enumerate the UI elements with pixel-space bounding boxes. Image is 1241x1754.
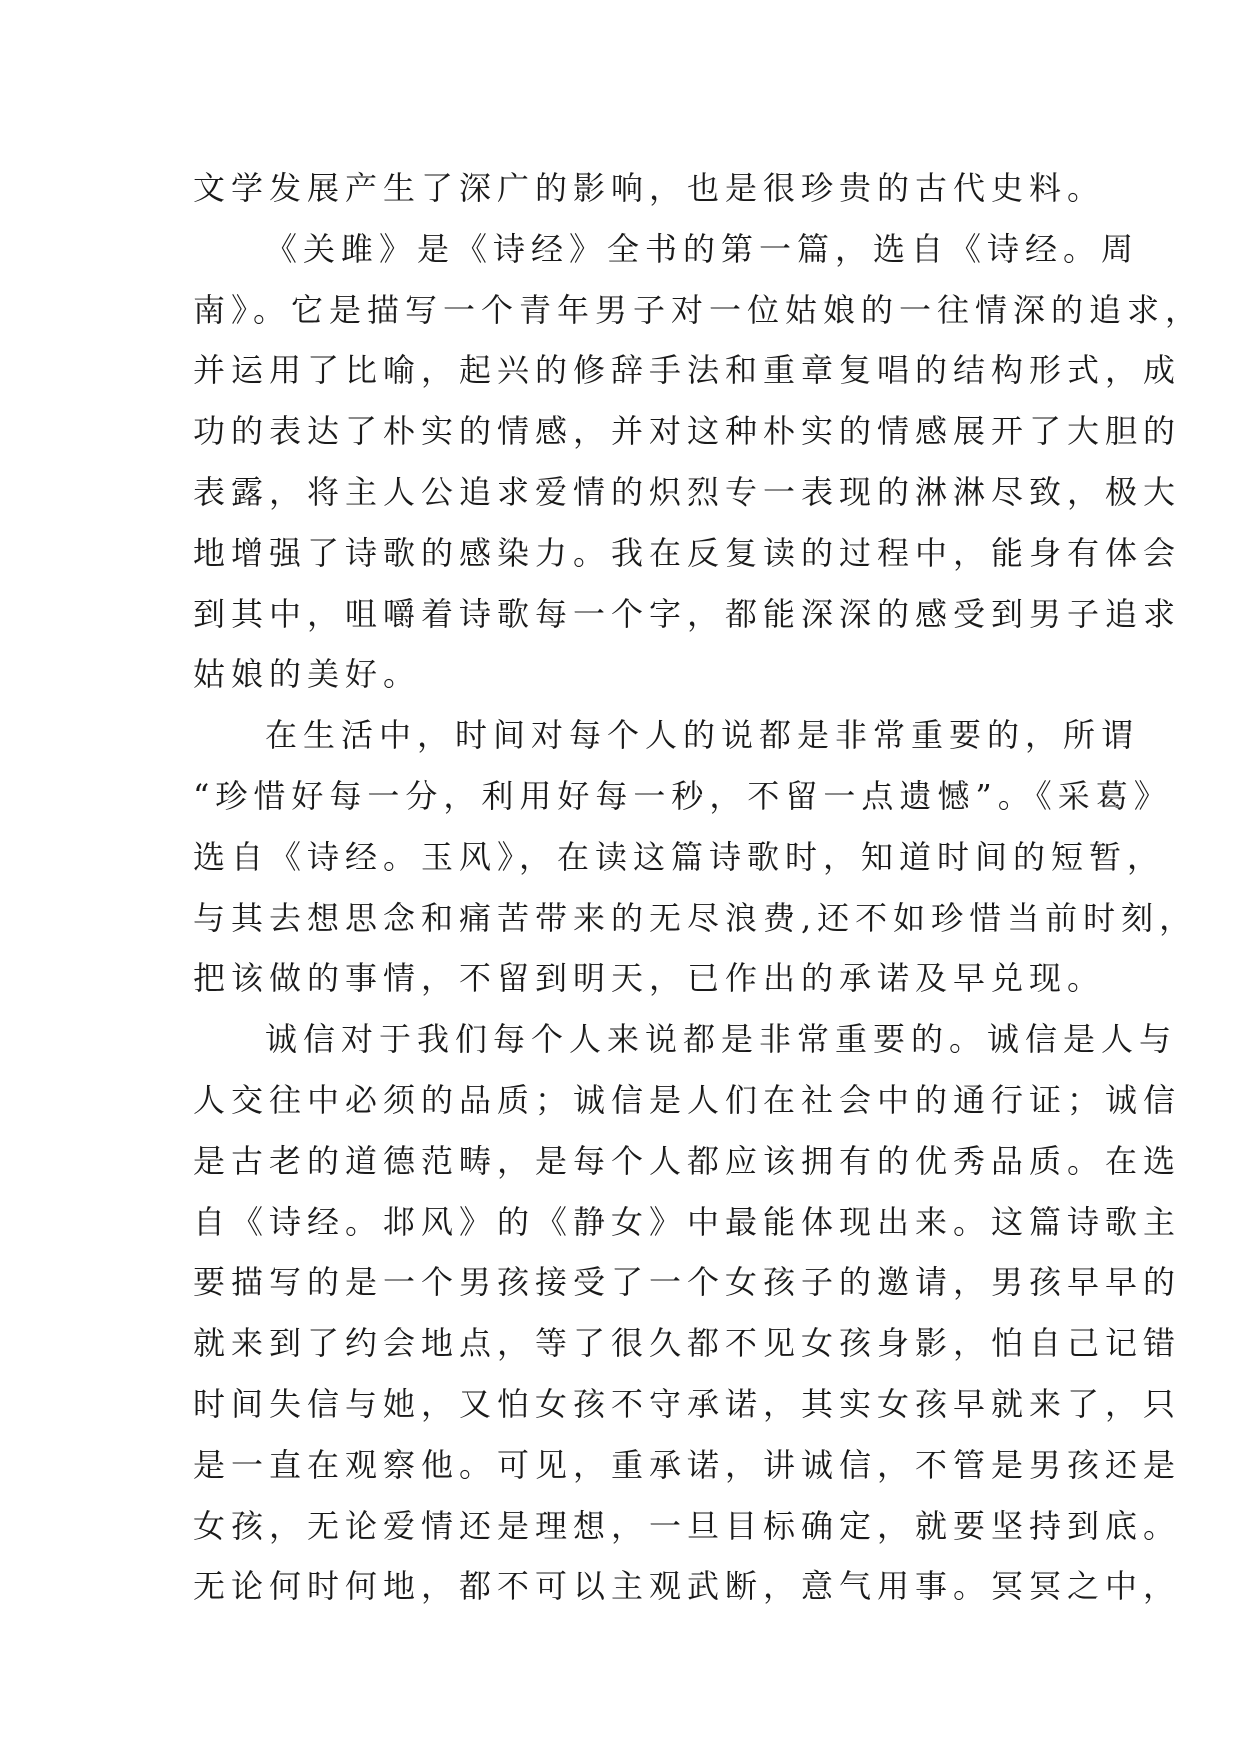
text-line: 无论何时何地，都不可以主观武断，意气用事。冥冥之中， <box>193 1567 1182 1606</box>
text-line: 把该做的事情，不留到明天，已作出的承诺及早兑现。 <box>193 959 1106 998</box>
text-line: 表露，将主人公追求爱情的炽烈专一表现的淋淋尽致，极大 <box>193 472 1182 511</box>
text-line: 就来到了约会地点，等了很久都不见女孩身影，怕自己记错 <box>193 1324 1182 1363</box>
text-line: 地增强了诗歌的感染力。我在反复读的过程中，能身有体会 <box>193 533 1182 572</box>
text-line: 人交往中必须的品质；诚信是人们在社会中的通行证；诚信 <box>193 1080 1182 1119</box>
text-line: 要描写的是一个男孩接受了一个女孩子的邀请，男孩早早的 <box>193 1263 1182 1302</box>
text-line: 在生活中，时间对每个人的说都是非常重要的，所谓 <box>265 716 1140 755</box>
text-line: 功的表达了朴实的情感，并对这种朴实的情感展开了大胆的 <box>193 412 1182 451</box>
body-text <box>193 158 1204 1617</box>
text-line: 女孩，无论爱情还是理想，一旦目标确定，就要坚持到底。 <box>193 1506 1182 1545</box>
text-line: 南》。它是描写一个青年男子对一位姑娘的一往情深的追求， <box>193 290 1204 329</box>
text-line: 时间失信与她，又怕女孩不守承诺，其实女孩早就来了，只 <box>193 1384 1182 1423</box>
text-line: 选自《诗经。玉风》，在读这篇诗歌时，知道时间的短暂， <box>193 837 1166 876</box>
text-line: 是一直在观察他。可见，重承诺，讲诚信，不管是男孩还是 <box>193 1445 1182 1484</box>
text-line: 到其中，咀嚼着诗歌每一个字，都能深深的感受到男子追求 <box>193 594 1182 633</box>
text-line: 与其去想思念和痛苦带来的无尽浪费,还不如珍惜当前时刻， <box>193 898 1198 937</box>
text-line: 并运用了比喻，起兴的修辞手法和重章复唱的结构形式，成 <box>193 351 1182 390</box>
text-line: 自《诗经。邶风》的《静女》中最能体现出来。这篇诗歌主 <box>193 1202 1182 1241</box>
text-line: 《关雎》是《诗经》全书的第一篇，选自《诗经。周 <box>265 229 1140 268</box>
text-line: 姑娘的美好。 <box>193 655 422 694</box>
text-line: 诚信对于我们每个人来说都是非常重要的。诚信是人与 <box>265 1020 1178 1059</box>
text-line: 是古老的道德范畴，是每个人都应该拥有的优秀品质。在选 <box>193 1141 1182 1180</box>
text-line: 文学发展产生了深广的影响，也是很珍贵的古代史料。 <box>193 169 1106 207</box>
text-line: “珍惜好每一分，利用好每一秒，不留一点遗憾”。《采葛》 <box>193 776 1172 815</box>
